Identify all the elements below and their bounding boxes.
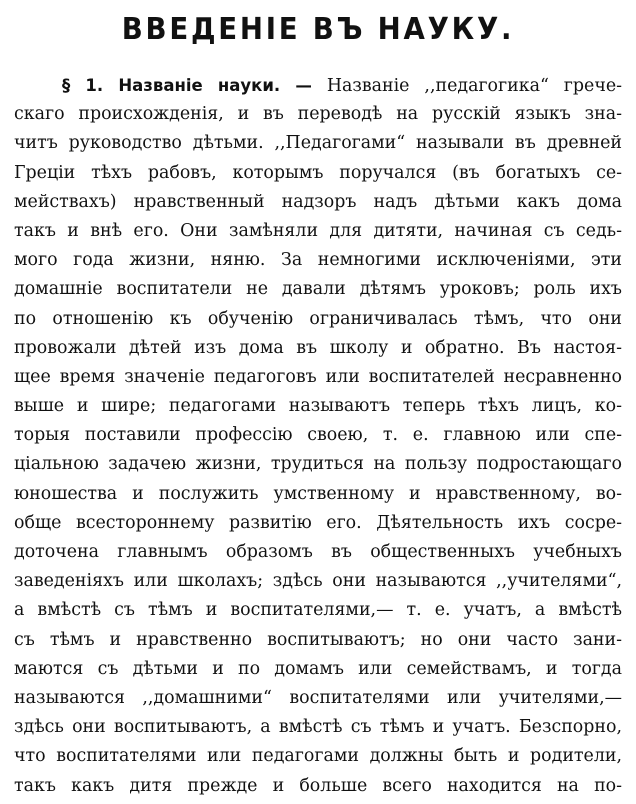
- text-line: маются съ дѣтьми и по домамъ или семействамъ, и тогда: [14, 658, 622, 679]
- text-line: мого года жизни, няню. За немногими исключеніями, эти: [14, 250, 622, 271]
- text-line: обще всестороннему развитію его. Дѣятельность ихъ сосре-: [14, 512, 622, 533]
- text-line: скаго происхожденія, и въ переводѣ на русскій языкъ зна-: [14, 104, 622, 125]
- text-line: выше и шире; педагогами называютъ теперь тѣхъ лицъ, ко-: [14, 396, 622, 417]
- text-line: такъ и внѣ его. Они замѣняли для дитяти, начиная съ седь-: [14, 220, 622, 241]
- text-line: называются ,,домашними“ воспитателями или учителями,—: [14, 687, 622, 708]
- section-heading: § 1. Названіе науки. —: [62, 76, 312, 95]
- text-line: щее время значеніе педагоговъ или воспитателей несравненно: [14, 366, 622, 387]
- text-line: Греціи тѣхъ рабовъ, которымъ поручался (въ богатыхъ се-: [14, 162, 622, 183]
- text-line: съ тѣмъ и нравственно воспитываютъ; но они часто зани-: [14, 629, 622, 650]
- first-line-text: Названіе ,,педагогика“ грече-: [326, 76, 622, 96]
- text-line: такъ какъ дитя прежде и больше всего находится на по-: [14, 775, 622, 796]
- text-line: юношества и послужить умственному и нравственному, во-: [14, 483, 622, 504]
- text-line: по отношенію къ обученію ограничивалась тѣмъ, что они: [14, 308, 622, 329]
- text-line: читъ руководство дѣтьми. ,,Педагогами“ называли въ древней: [14, 133, 622, 154]
- text-line: здѣсь они воспитываютъ, а вмѣстѣ съ тѣмъ и учатъ. Безспорно,: [14, 717, 622, 738]
- body-text: [14, 71, 622, 801]
- text-line: домашніе воспитатели не давали дѣтямъ уроковъ; роль ихъ: [14, 279, 622, 300]
- text-line: мействахъ) нравственный надзоръ надъ дѣтьми какъ дома: [14, 191, 622, 212]
- text-line: а вмѣстѣ съ тѣмъ и воспитателями,— т. е. учатъ, а вмѣстѣ: [14, 600, 622, 621]
- text-line: ціальною задачею жизни, трудиться на пользу подростающаго: [14, 454, 622, 475]
- text-line: заведеніяхъ или школахъ; здѣсь они называются ,,учителями“,: [14, 571, 622, 592]
- text-line: торыя поставили профессію своею, т. е. главною или спе-: [14, 425, 622, 446]
- text-line: провожали дѣтей изъ дома въ школу и обратно. Въ настоя-: [14, 337, 622, 358]
- text-line: доточена главнымъ образомъ въ общественныхъ учебныхъ: [14, 542, 622, 562]
- page-title: ВВЕДЕНІЕ ВЪ НАУКУ.: [121, 12, 515, 47]
- text-line: [14, 71, 622, 100]
- text-line: что воспитателями или педагогами должны быть и родители,: [14, 746, 622, 767]
